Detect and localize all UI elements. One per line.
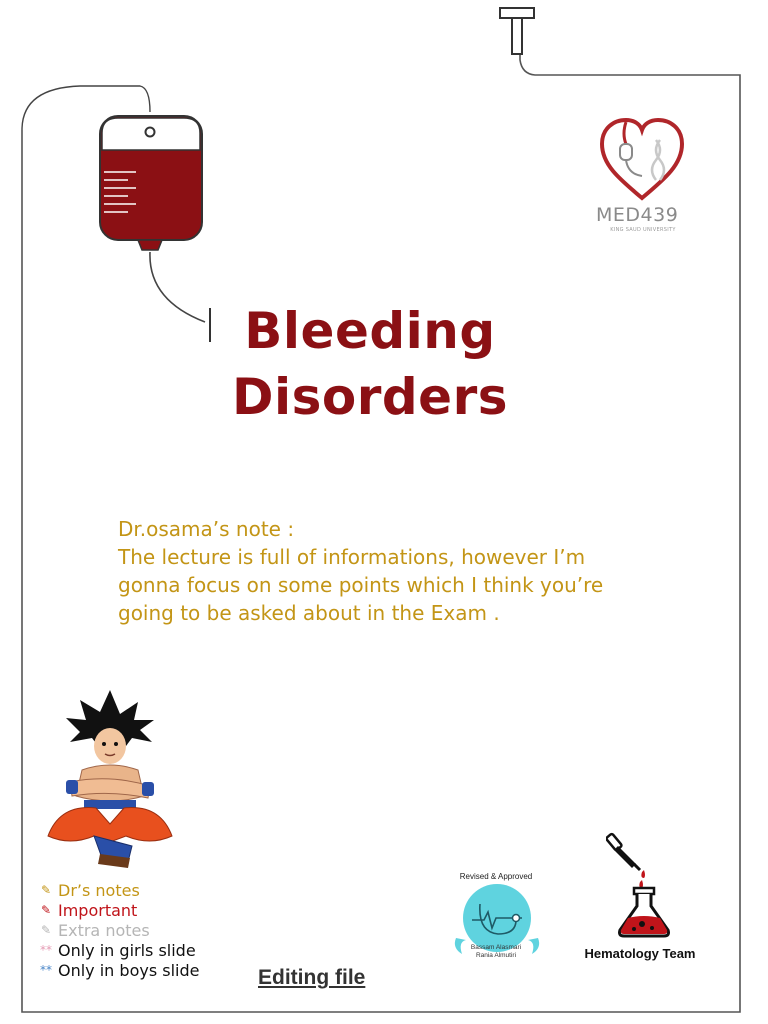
note-line: gonna focus on some points which I think you’re [118,573,604,597]
goku-character-icon [40,686,180,872]
doctor-note [118,515,698,627]
flask-dropper-icon [606,830,676,942]
pencil-icon: ✎ [40,903,52,917]
note-line: The lecture is full of informations, however I’m [118,545,586,569]
note-heading: Dr.osama’s note : [118,517,295,541]
heart-stethoscope-icon [598,114,686,204]
pencil-icon: ✎ [40,883,52,897]
legend-item-boys: ** Only in boys slide [34,960,199,980]
iv-tube-bottom [150,252,205,322]
legend-item-important: ✎ Important [34,900,199,920]
logo-name: MED439 [596,204,679,226]
title-line-2: Disorders [231,368,509,426]
logo-subtitle: KING SAUD UNIVERSITY [610,227,676,233]
legend-item-dr-notes: ✎ Dr’s notes [34,880,199,900]
badge-names: Bassam Alasmari Rania Almutiri [470,944,522,959]
title-line-1: Bleeding [244,302,496,360]
girls-mark: ** [40,943,52,957]
t-connector-icon [500,8,534,54]
boys-mark: ** [40,963,52,977]
pencil-icon: ✎ [40,923,52,937]
team-name: Hematology Team [584,946,696,961]
legend [34,880,199,980]
blood-bag-icon [100,116,202,250]
legend-item-girls: ** Only in girls slide [34,940,199,960]
editing-file-link[interactable]: Editing file [258,966,366,989]
page-title [200,298,540,430]
badge-heading: Revised & Approved [459,872,533,881]
legend-item-extra-notes: ✎ Extra notes [34,920,199,940]
note-line: going to be asked about in the Exam . [118,601,500,625]
